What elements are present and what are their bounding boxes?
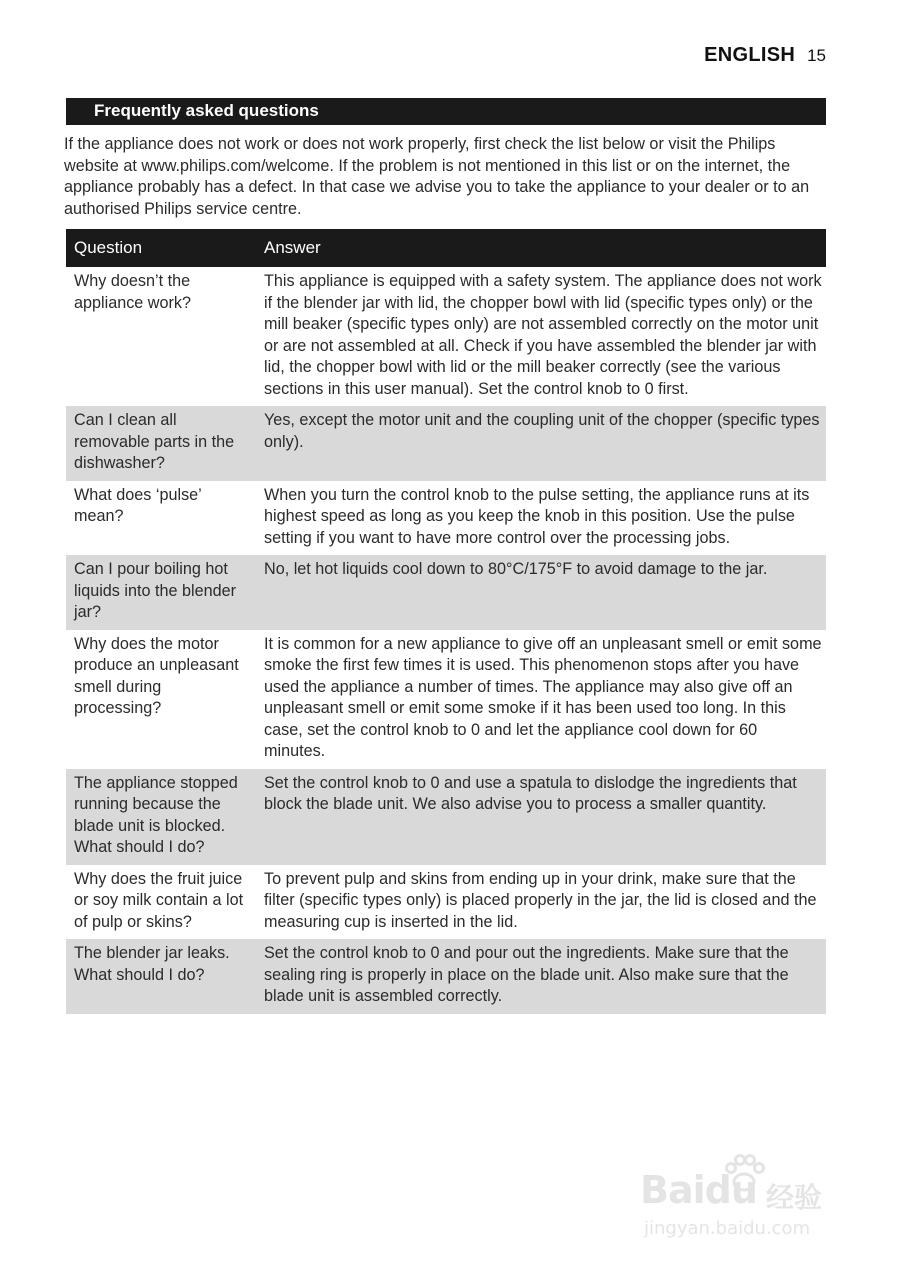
column-header-answer: Answer <box>256 229 826 267</box>
answer-cell: Yes, except the motor unit and the coupling unit of the chopper (specific types only). <box>256 406 826 481</box>
section-title: Frequently asked questions <box>94 101 319 120</box>
answer-cell: To prevent pulp and skins from ending up in your drink, make sure that the filter (specific types only) is placed properly in the jar, the lid is closed and the measuring cup is inserted in the lid. <box>264 869 817 931</box>
answer-cell: Set the control knob to 0 and pour out the ingredients. Make sure that the sealing ring is properly in place on the blade unit. Also make sure that the blade unit is assembled correctly. <box>256 939 826 1014</box>
faq-header-row <box>66 229 826 267</box>
table-row <box>66 630 826 769</box>
watermark-chinese-text: 经验 <box>766 1181 823 1214</box>
page-header <box>704 44 826 67</box>
table-row <box>66 865 826 940</box>
language-label: ENGLISH <box>704 44 796 66</box>
answer-cell: When you turn the control knob to the pulse setting, the appliance runs at its highest speed as long as you keep the knob in this position. Use the pulse setting if you want to have more control over the processing jobs. <box>264 485 810 547</box>
question-cell: Why doesn’t the appliance work? <box>74 272 191 312</box>
section-heading-bar <box>66 98 826 125</box>
question-cell: Why does the fruit juice or soy milk contain a lot of pulp or skins? <box>74 869 244 931</box>
answer-cell: This appliance is equipped with a safety system. The appliance does not work if the blender jar with lid, the chopper bowl with lid (specific types only) or the mill beaker (specific types only) are not assembled correctly on the motor unit or are not assembled at all. Check if you have assembled the blender jar with lid, the chopper bowl with lid or the mill beaker correctly (see the various sections in this user manual). Set the control knob to 0 first. <box>264 272 822 398</box>
column-header-question: Question <box>66 229 256 267</box>
page-number: 15 <box>807 46 826 65</box>
question-cell: Can I pour boiling hot liquids into the blender jar? <box>66 555 256 630</box>
table-row <box>66 406 826 481</box>
table-row <box>66 267 826 406</box>
watermark-url: jingyan.baidu.com <box>644 1218 811 1239</box>
watermark-logo-text: Baidu <box>640 1168 757 1212</box>
baidu-watermark <box>640 1160 850 1250</box>
table-row <box>66 555 826 630</box>
question-cell: The blender jar leaks. What should I do? <box>66 939 256 1014</box>
table-row <box>66 939 826 1014</box>
question-cell: The appliance stopped running because the blade unit is blocked. What should I do? <box>66 769 256 865</box>
answer-cell: It is common for a new appliance to give off an unpleasant smell or emit some smoke the first few times it is used. This phenomenon stops after you have used the appliance a number of times. The appliance may also give off an unpleasant smell or emit some smoke if it has been used too long. In this case, set the control knob to 0 and let the appliance cool down for 60 minutes. <box>264 634 822 760</box>
question-cell: Can I clean all removable parts in the dishwasher? <box>66 406 256 481</box>
faq-table <box>66 229 826 1014</box>
question-cell: What does ‘pulse’ mean? <box>74 485 202 525</box>
answer-cell: No, let hot liquids cool down to 80°C/175°F to avoid damage to the jar. <box>256 555 826 630</box>
table-row <box>66 769 826 865</box>
answer-cell: Set the control knob to 0 and use a spatula to dislodge the ingredients that block the blade unit. We also advise you to process a smaller quantity. <box>256 769 826 865</box>
table-row <box>66 481 826 556</box>
intro-paragraph: If the appliance does not work or does not work properly, first check the list below or visit the Philips website at www.philips.com/welcome. If the problem is not mentioned in this list or on the internet, the appliance probably has a defect. In that case we advise you to take the appliance to your dealer or to an authorised Philips service centre. <box>64 135 810 218</box>
question-cell: Why does the motor produce an unpleasant smell during processing? <box>74 634 239 717</box>
